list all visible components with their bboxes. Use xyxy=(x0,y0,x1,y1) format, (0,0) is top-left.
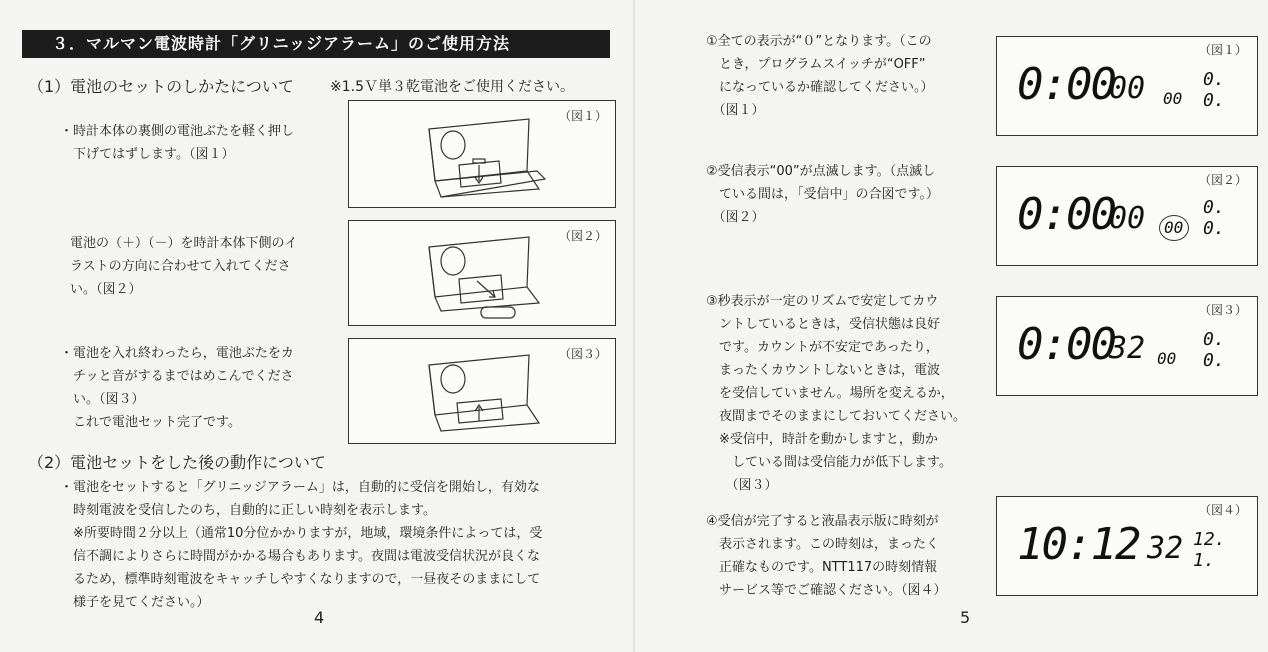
text-line: るため，標準時刻電波をキャッチしやすくなりますので，一昼夜そのままにして xyxy=(60,572,541,587)
section2-heading: （2）電池セットをした後の動作について xyxy=(28,453,326,472)
lcd-time: 0:00 xyxy=(1017,59,1115,110)
text-line: ③秒表示が一定のリズムで安定してカウ xyxy=(706,294,939,309)
text-line: 下げてはずします。（図１） xyxy=(60,147,235,162)
text-line: ている間は，「受信中」の合図です。） xyxy=(706,187,939,202)
text-line: 時刻電波を受信したのち，自動的に正しい時刻を表示します。 xyxy=(60,503,436,518)
lcd-seconds: 00 xyxy=(1109,71,1146,106)
text-line: チッと音がするまではめこんでくださ xyxy=(60,369,294,384)
text-line: ②受信表示“00”が点滅します。（点滅し xyxy=(706,164,936,179)
lcd-display-2 xyxy=(996,166,1258,266)
text-line: い。（図２） xyxy=(70,282,142,297)
text-line: 表示されます。この時刻は，まったく xyxy=(706,537,939,552)
text-line: ・電池をセットすると「グリニッジアラーム」は，自動的に受信を開始し，有効な xyxy=(60,480,540,495)
text-line: ントしているときは，受信状態は良好 xyxy=(706,317,941,332)
right-step1-text xyxy=(706,30,934,122)
figure-label: （図３） xyxy=(1198,303,1247,317)
lcd-time: 0:00 xyxy=(1017,319,1115,370)
lcd-receive-indicator: 00 xyxy=(1157,349,1177,368)
step1-text xyxy=(60,120,294,166)
text-line: ・時計本体の裏側の電池ぶたを軽く押し xyxy=(60,124,295,139)
text-line: これで電池セット完了です。 xyxy=(60,415,241,430)
text-line: ・電池を入れ終わったら，電池ぶたをカ xyxy=(60,346,294,361)
lcd-date: 12. 1. xyxy=(1193,529,1226,571)
text-line: 様子を見てください。） xyxy=(60,595,210,610)
lcd-receive-indicator: 00 xyxy=(1163,89,1183,108)
lcd-date: 0. 0. xyxy=(1203,197,1225,239)
text-line: になっているか確認してください。） xyxy=(706,80,934,95)
figure-label: （図２） xyxy=(1198,173,1247,187)
figure-label: （図３） xyxy=(558,347,607,361)
text-line: （図３） xyxy=(706,478,778,493)
cover-close-illustration xyxy=(349,339,617,445)
lcd-display-4 xyxy=(996,496,1258,596)
text-line: している間は受信能力が低下します。 xyxy=(706,455,952,470)
lcd-seconds: 32 xyxy=(1109,331,1146,366)
lcd-seconds: 00 xyxy=(1109,201,1146,236)
text-line: ※所要時間２分以上（通常10分位かかりますが，地域，環境条件によっては，受 xyxy=(60,526,543,541)
battery-note: ※1.5Ｖ単３乾電池をご使用ください。 xyxy=(330,79,574,95)
section2-text xyxy=(60,476,542,614)
lcd-date: 0. 0. xyxy=(1203,69,1225,111)
text-line: い。（図３） xyxy=(60,392,145,407)
text-line: （図２） xyxy=(706,210,765,225)
text-line: ①全ての表示が“０”となります。（この xyxy=(706,34,932,49)
text-line: 正確なものです。NTT117の時刻情報 xyxy=(706,560,938,575)
clock-back-illustration xyxy=(349,101,617,209)
lcd-seconds: 32 xyxy=(1147,531,1184,566)
step2-text xyxy=(70,232,298,301)
right-step2-text xyxy=(706,160,939,229)
right-step4-text xyxy=(706,510,947,602)
figure-label: （図１） xyxy=(1198,43,1247,57)
battery-insert-illustration xyxy=(349,221,617,327)
figure-label: （図１） xyxy=(558,109,607,123)
text-line: サービス等でご確認ください。（図４） xyxy=(706,583,947,598)
figure-3 xyxy=(348,338,616,444)
figure-label: （図４） xyxy=(1198,503,1247,517)
page-number: 4 xyxy=(314,608,325,627)
text-line: 電池の（＋）（－）を時計本体下側のイ xyxy=(70,236,298,251)
text-line: を受信していません。場所を変えるか， xyxy=(706,386,954,401)
text-line: ④受信が完了すると液晶表示版に時刻が xyxy=(706,514,939,529)
text-line: ※受信中，時計を動かしますと，動か xyxy=(706,432,938,447)
section1-heading: （1）電池のセットのしかたについて xyxy=(28,77,294,96)
text-line: です。カウントが不安定であったり， xyxy=(706,340,939,355)
lcd-display-1 xyxy=(996,36,1258,136)
page-number: 5 xyxy=(960,608,971,627)
figure-label: （図２） xyxy=(558,229,607,243)
figure-2 xyxy=(348,220,616,326)
text-line: （図１） xyxy=(706,103,765,118)
lcd-date: 0. 0. xyxy=(1203,329,1225,371)
lcd-display-3 xyxy=(996,296,1258,396)
right-step3-text xyxy=(706,290,966,497)
text-line: まったくカウントしないときは，電波 xyxy=(706,363,941,378)
text-line: 信不調によりさらに時間がかかる場合もあります。夜間は電波受信状況が良くな xyxy=(60,549,540,564)
text-line: 夜間までそのままにしておいてください。 xyxy=(706,409,967,424)
section-title-bar: ３．マルマン電波時計「グリニッジアラーム」のご使用方法 xyxy=(22,30,610,58)
lcd-time: 10:12 xyxy=(1017,519,1140,570)
lcd-receive-indicator: 00 xyxy=(1164,218,1184,237)
text-line: ラストの方向に合わせて入れてくださ xyxy=(70,259,291,274)
figure-1 xyxy=(348,100,616,208)
lcd-time: 0:00 xyxy=(1017,189,1115,240)
text-line: とき，プログラムスイッチが“OFF” xyxy=(706,57,926,72)
step3-text xyxy=(60,342,294,434)
right-page xyxy=(634,0,1268,652)
